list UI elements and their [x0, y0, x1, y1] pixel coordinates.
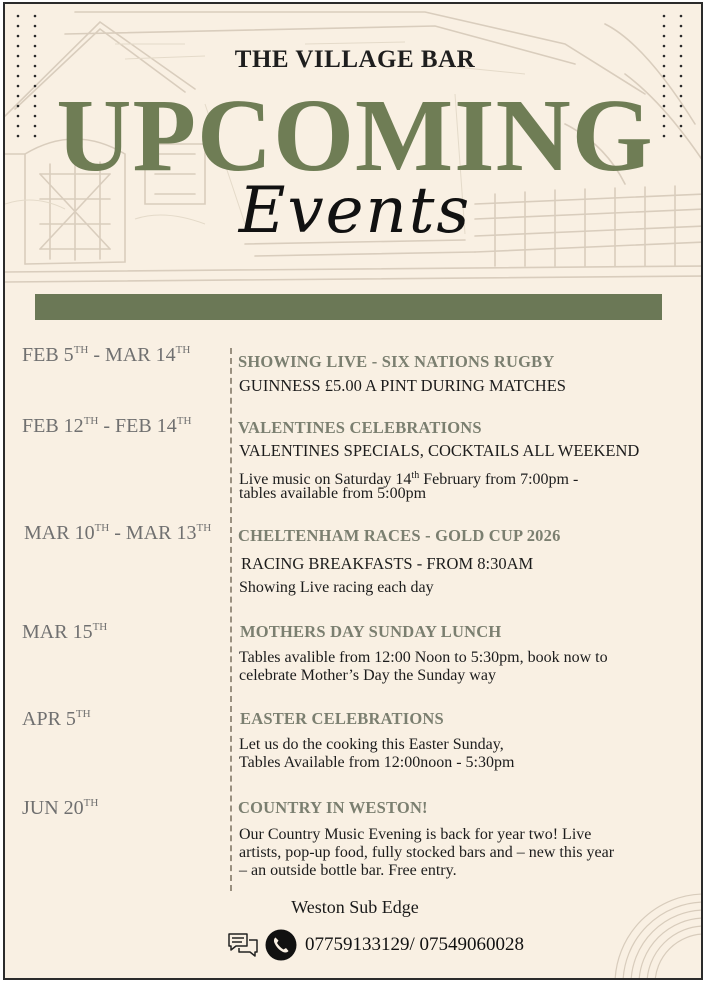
event-title: SHOWING LIVE - SIX NATIONS RUGBY [238, 352, 555, 371]
event-detail: Let us do the cooking this Easter Sunday, [239, 736, 504, 753]
event-detail: Showing Live racing each day [239, 579, 434, 596]
corner-arcs-decoration [605, 884, 703, 980]
event-title: VALENTINES CELEBRATIONS [238, 418, 482, 437]
event-detail: Live music on Saturday 14th February from 7:00pm - [239, 470, 579, 488]
event-date: FEB 5TH - MAR 14TH [22, 344, 191, 366]
event-detail: tables available from 5:00pm [239, 485, 427, 502]
phone-icon[interactable] [265, 929, 297, 961]
location-text: Weston Sub Edge [291, 897, 419, 917]
event-title: COUNTRY IN WESTON! [238, 798, 428, 817]
event-title: MOTHERS DAY SUNDAY LUNCH [240, 622, 502, 641]
events-subheading: Events [238, 174, 472, 248]
event-date: MAR 15TH [22, 621, 108, 643]
event-detail: RACING BREAKFASTS - FROM 8:30AM [241, 554, 534, 573]
event-detail: GUINNESS £5.00 A PINT DURING MATCHES [239, 376, 566, 395]
phone-numbers[interactable]: 07759133129/ 07549060028 [305, 934, 525, 955]
event-detail: celebrate Mother’s Day the Sunday way [239, 667, 496, 684]
event-poster [3, 2, 703, 980]
event-detail: Tables Available from 12:00noon - 5:30pm [239, 754, 515, 771]
event-detail: VALENTINES SPECIALS, COCKTAILS ALL WEEKEND [239, 441, 640, 460]
event-date: JUN 20TH [22, 797, 99, 819]
contact-row [227, 928, 524, 962]
event-detail: Our Country Music Evening is back for year two! Live [239, 826, 592, 843]
bar-name-heading: THE VILLAGE BAR [234, 46, 476, 73]
timeline-divider [230, 348, 232, 891]
event-title: CHELTENHAM RACES - GOLD CUP 2026 [238, 526, 561, 545]
event-title: EASTER CELEBRATIONS [240, 709, 444, 728]
event-detail: – an outside bottle bar. Free entry. [239, 862, 457, 879]
upcoming-headline: UPCOMING [56, 78, 654, 193]
event-date: MAR 10TH - MAR 13TH [24, 522, 212, 544]
event-date: FEB 12TH - FEB 14TH [22, 415, 192, 437]
chat-bubbles-icon [227, 931, 259, 959]
event-detail: Tables avalible from 12:00 Noon to 5:30pm, book now to [239, 649, 608, 666]
event-detail: artists, pop-up food, fully stocked bars and – new this year [239, 844, 615, 861]
event-date: APR 5TH [22, 708, 91, 730]
header-divider-band [35, 294, 662, 320]
